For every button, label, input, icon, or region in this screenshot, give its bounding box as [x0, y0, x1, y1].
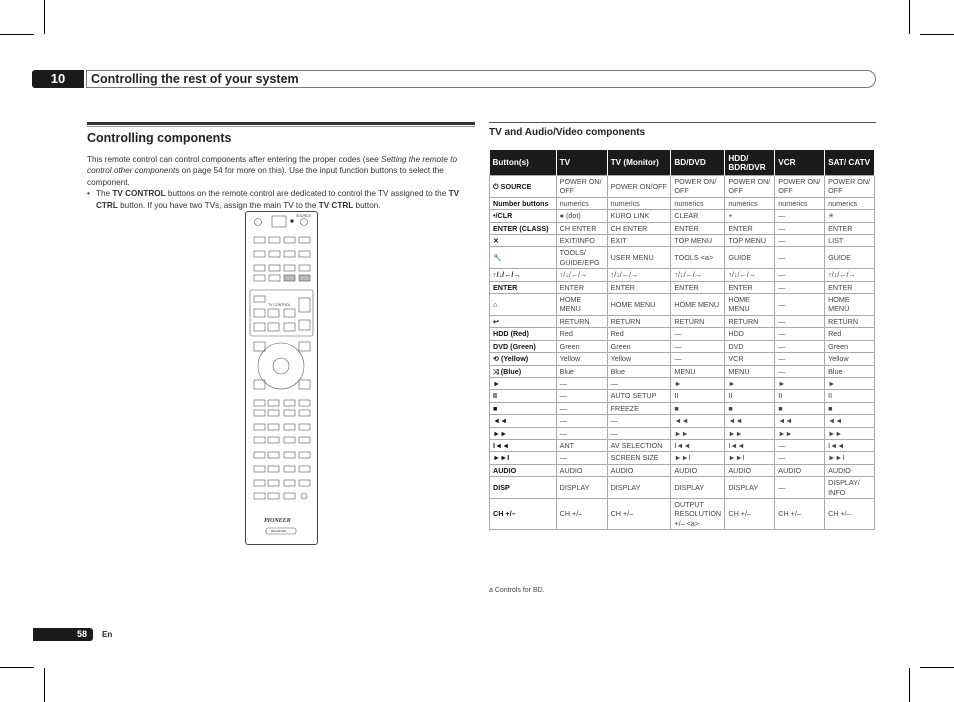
function-cell: SCREEN SIZE [607, 452, 671, 464]
function-cell: — [607, 427, 671, 439]
function-cell: Yellow [607, 353, 671, 365]
function-cell: — [775, 294, 825, 316]
chapter-header [32, 70, 876, 88]
button-name-cell: •/CLR [490, 210, 557, 222]
function-cell: — [775, 452, 825, 464]
button-name-cell: ⌂ [490, 294, 557, 316]
function-cell: Blue [825, 365, 875, 377]
function-cell: — [556, 377, 607, 389]
crop-mark [909, 668, 910, 702]
button-name-cell: II [490, 390, 557, 402]
function-cell: HOME MENU [725, 294, 775, 316]
table-row [490, 340, 875, 352]
function-cell: ► [671, 377, 725, 389]
bullet-item: • The TV CONTROL buttons on the remote control are dedicated to control the TV assigned to the TV CTRL button. If you have two TVs, assign the main TV to the TV CTRL button. [87, 188, 475, 211]
column-header: VCR [775, 150, 825, 176]
components-table [489, 150, 875, 530]
function-cell: ENTER [825, 222, 875, 234]
function-cell: RETURN [556, 315, 607, 327]
function-cell: MENU [725, 365, 775, 377]
function-cell: HOME MENU [825, 294, 875, 316]
function-cell: ► [775, 377, 825, 389]
function-cell: I◄◄ [671, 439, 725, 451]
function-cell: — [775, 222, 825, 234]
button-name-cell: HDD (Red) [490, 328, 557, 340]
button-name-cell: AUDIO [490, 464, 557, 476]
button-name-cell: ►► [490, 427, 557, 439]
crop-mark [44, 0, 45, 34]
function-cell: POWER ON/ OFF [775, 176, 825, 198]
function-cell: — [556, 415, 607, 427]
function-cell: TOP MENU [671, 235, 725, 247]
crop-mark [920, 34, 954, 35]
function-cell: DISPLAY/ INFO [825, 477, 875, 499]
function-cell: ↑/↓/←/→ [556, 269, 607, 281]
function-cell: numerics [775, 197, 825, 209]
function-cell: POWER ON/ OFF [825, 176, 875, 198]
function-cell: ↑/↓/←/→ [825, 269, 875, 281]
function-cell: POWER ON/ OFF [671, 176, 725, 198]
function-cell: ENTER [725, 281, 775, 293]
function-cell: HOME MENU [607, 294, 671, 316]
table-row [490, 464, 875, 476]
remote-source-label: SOURCE [296, 214, 311, 218]
function-cell: Red [825, 328, 875, 340]
function-cell: — [775, 328, 825, 340]
function-cell: ENTER [671, 281, 725, 293]
function-cell: ►► [725, 427, 775, 439]
function-cell: KURO LINK [607, 210, 671, 222]
table-row [490, 477, 875, 499]
function-cell: II [775, 390, 825, 402]
button-name-cell: ⏻ SOURCE [490, 176, 557, 198]
function-cell: — [775, 353, 825, 365]
button-name-cell: ⤨ (Blue) [490, 365, 557, 377]
function-cell: — [775, 210, 825, 222]
function-cell: — [775, 269, 825, 281]
button-name-cell: ◄◄ [490, 415, 557, 427]
table-row [490, 390, 875, 402]
function-cell: Red [556, 328, 607, 340]
function-cell: ■ [671, 402, 725, 414]
function-cell: — [671, 328, 725, 340]
intro-paragraph: This remote control can control components after entering the proper codes (see Setting the remote to control other components on page 54 for more on this). Use the input function buttons to select the component. [87, 155, 458, 187]
table-row [490, 294, 875, 316]
function-cell: OUTPUT RESOLUTION +/– <a> [671, 498, 725, 529]
function-cell: AUTO SETUP [607, 390, 671, 402]
page-number: 58 [33, 628, 93, 641]
column-header: TV [556, 150, 607, 176]
function-cell: CH +/– [775, 498, 825, 529]
function-cell: AUDIO [607, 464, 671, 476]
column-header: HDD/ BDR/DVR [725, 150, 775, 176]
section-rule [489, 122, 876, 123]
table-row [490, 315, 875, 327]
function-cell: POWER ON/OFF [607, 176, 671, 198]
button-name-cell: ↩ [490, 315, 557, 327]
button-name-cell: ↑/↓/←/→ [490, 269, 557, 281]
function-cell: Yellow [825, 353, 875, 365]
function-cell: TOOLS <a> [671, 247, 725, 269]
function-cell: CH ENTER [556, 222, 607, 234]
button-name-cell: ENTER [490, 281, 557, 293]
function-cell: numerics [725, 197, 775, 209]
cross-reference[interactable]: Setting the remote to control other components [87, 155, 458, 176]
left-column [87, 122, 475, 211]
function-cell: ENTER [671, 222, 725, 234]
function-cell: DVD [725, 340, 775, 352]
function-cell: ►►I [825, 452, 875, 464]
column-header: BD/DVD [671, 150, 725, 176]
function-cell: Yellow [556, 353, 607, 365]
chapter-title: Controlling the rest of your system [86, 70, 876, 88]
table-row [490, 269, 875, 281]
table-row [490, 176, 875, 198]
function-cell: — [556, 390, 607, 402]
button-name-cell: ⟲ (Yellow) [490, 353, 557, 365]
function-cell: DISPLAY [556, 477, 607, 499]
remote-tv-control-label: TV CONTROL [268, 303, 291, 307]
function-cell: ■ [775, 402, 825, 414]
button-name-cell: DVD (Green) [490, 340, 557, 352]
column-header: TV (Monitor) [607, 150, 671, 176]
crop-mark [0, 34, 34, 35]
function-cell: Green [607, 340, 671, 352]
remote-brand-logo: PIONEER [264, 518, 291, 524]
function-cell: CH ENTER [607, 222, 671, 234]
function-cell: AUDIO [671, 464, 725, 476]
right-column [489, 122, 876, 530]
function-cell: ■ [825, 402, 875, 414]
function-cell: — [775, 235, 825, 247]
function-cell: ENTER [607, 281, 671, 293]
function-cell: DISPLAY [671, 477, 725, 499]
function-cell: — [775, 315, 825, 327]
function-cell: ↑/↓/←/→ [725, 269, 775, 281]
function-cell: AV SELECTION [607, 439, 671, 451]
function-cell: AUDIO [556, 464, 607, 476]
table-row [490, 235, 875, 247]
section-rule [87, 122, 475, 125]
function-cell: GUIDE [825, 247, 875, 269]
function-cell: ↑/↓/←/→ [671, 269, 725, 281]
function-cell: ↑/↓/←/→ [607, 269, 671, 281]
table-row [490, 222, 875, 234]
function-cell: Green [825, 340, 875, 352]
function-cell: ► [825, 377, 875, 389]
crop-mark [44, 668, 45, 702]
button-name-cell: Number buttons [490, 197, 557, 209]
function-cell: ►►I [725, 452, 775, 464]
function-cell: VCR [725, 353, 775, 365]
function-cell: LIST [825, 235, 875, 247]
function-cell: AUDIO [725, 464, 775, 476]
function-cell: II [825, 390, 875, 402]
function-cell: — [671, 353, 725, 365]
function-cell: ENTER [825, 281, 875, 293]
section-heading: Controlling components [87, 131, 232, 145]
function-cell: — [775, 439, 825, 451]
function-cell: II [671, 390, 725, 402]
table-row [490, 452, 875, 464]
function-cell: ● (dot) [556, 210, 607, 222]
function-cell: ENTER [725, 222, 775, 234]
function-cell: EXIT [607, 235, 671, 247]
function-cell: — [556, 427, 607, 439]
function-cell: — [556, 452, 607, 464]
function-cell: POWER ON/ OFF [556, 176, 607, 198]
table-row [490, 353, 875, 365]
function-cell: ►► [825, 427, 875, 439]
function-cell: ►►I [671, 452, 725, 464]
button-name-cell: ■ [490, 402, 557, 414]
function-cell: GUIDE [725, 247, 775, 269]
chapter-number: 10 [32, 70, 84, 88]
function-cell: FREEZE [607, 402, 671, 414]
function-cell: ◄◄ [671, 415, 725, 427]
function-cell: numerics [607, 197, 671, 209]
table-row [490, 247, 875, 269]
function-cell: — [775, 340, 825, 352]
button-name-cell: I◄◄ [490, 439, 557, 451]
table-row [490, 281, 875, 293]
function-cell: Red [607, 328, 671, 340]
table-row [490, 439, 875, 451]
function-cell: MENU [671, 365, 725, 377]
crop-mark [909, 0, 910, 34]
remote-model-label: RECEIVER [271, 529, 287, 533]
function-cell: HOME MENU [671, 294, 725, 316]
function-cell: Blue [607, 365, 671, 377]
function-cell: — [775, 365, 825, 377]
function-cell: — [607, 377, 671, 389]
function-cell: POWER ON/ OFF [725, 176, 775, 198]
function-cell: CLEAR [671, 210, 725, 222]
function-cell: AUDIO [825, 464, 875, 476]
function-cell: + [725, 210, 775, 222]
language-code: En [102, 630, 113, 639]
button-name-cell: 🔧 [490, 247, 557, 269]
function-cell: RETURN [607, 315, 671, 327]
function-cell: ✳ [825, 210, 875, 222]
function-cell: II [725, 390, 775, 402]
function-cell: numerics [556, 197, 607, 209]
button-name-cell: ✕ [490, 235, 557, 247]
function-cell: DISPLAY [607, 477, 671, 499]
function-cell: ◄◄ [775, 415, 825, 427]
button-name-cell: ►►I [490, 452, 557, 464]
table-header-row [490, 150, 875, 176]
remote-control-drawing [246, 212, 317, 544]
function-cell: ENTER [556, 281, 607, 293]
function-cell: CH +/– [725, 498, 775, 529]
function-cell: DISPLAY [725, 477, 775, 499]
table-row [490, 415, 875, 427]
button-name-cell: CH +/– [490, 498, 557, 529]
function-cell: TOP MENU [725, 235, 775, 247]
function-cell: CH +/– [607, 498, 671, 529]
function-cell: AUDIO [775, 464, 825, 476]
table-row [490, 402, 875, 414]
table-row [490, 328, 875, 340]
function-cell: — [775, 247, 825, 269]
function-cell: — [607, 415, 671, 427]
function-cell: — [775, 281, 825, 293]
function-cell: I◄◄ [825, 439, 875, 451]
table-row [490, 377, 875, 389]
function-cell: numerics [671, 197, 725, 209]
function-cell: RETURN [725, 315, 775, 327]
crop-mark [920, 667, 954, 668]
function-cell: ■ [725, 402, 775, 414]
function-cell: EXIT/INFO [556, 235, 607, 247]
function-cell: I◄◄ [725, 439, 775, 451]
footnote: a Controls for BD. [489, 587, 545, 594]
table-row [490, 498, 875, 529]
function-cell: — [556, 402, 607, 414]
function-cell: ANT [556, 439, 607, 451]
function-cell: ◄◄ [725, 415, 775, 427]
table-row [490, 427, 875, 439]
button-name-cell: DISP [490, 477, 557, 499]
table-heading: TV and Audio/Video components [489, 127, 646, 138]
function-cell: USER MENU [607, 247, 671, 269]
function-cell: HOME MENU [556, 294, 607, 316]
table-row [490, 365, 875, 377]
function-cell: — [775, 477, 825, 499]
function-cell: RETURN [671, 315, 725, 327]
function-cell: HDD [725, 328, 775, 340]
function-cell: ►► [671, 427, 725, 439]
column-header: SAT/ CATV [825, 150, 875, 176]
function-cell: Blue [556, 365, 607, 377]
function-cell: CH +/– [825, 498, 875, 529]
function-cell: RETURN [825, 315, 875, 327]
remote-control-illustration [245, 211, 318, 545]
function-cell: numerics [825, 197, 875, 209]
column-header: Button(s) [490, 150, 557, 176]
section-rule [87, 126, 475, 127]
table-row [490, 210, 875, 222]
function-cell: CH +/– [556, 498, 607, 529]
table-row [490, 197, 875, 209]
button-name-cell: ENTER (CLASS) [490, 222, 557, 234]
button-name-cell: ► [490, 377, 557, 389]
function-cell: ◄◄ [825, 415, 875, 427]
crop-mark [0, 667, 34, 668]
function-cell: Green [556, 340, 607, 352]
function-cell: ►► [775, 427, 825, 439]
function-cell: — [671, 340, 725, 352]
function-cell: ► [725, 377, 775, 389]
function-cell: TOOLS/ GUIDE/EPG [556, 247, 607, 269]
